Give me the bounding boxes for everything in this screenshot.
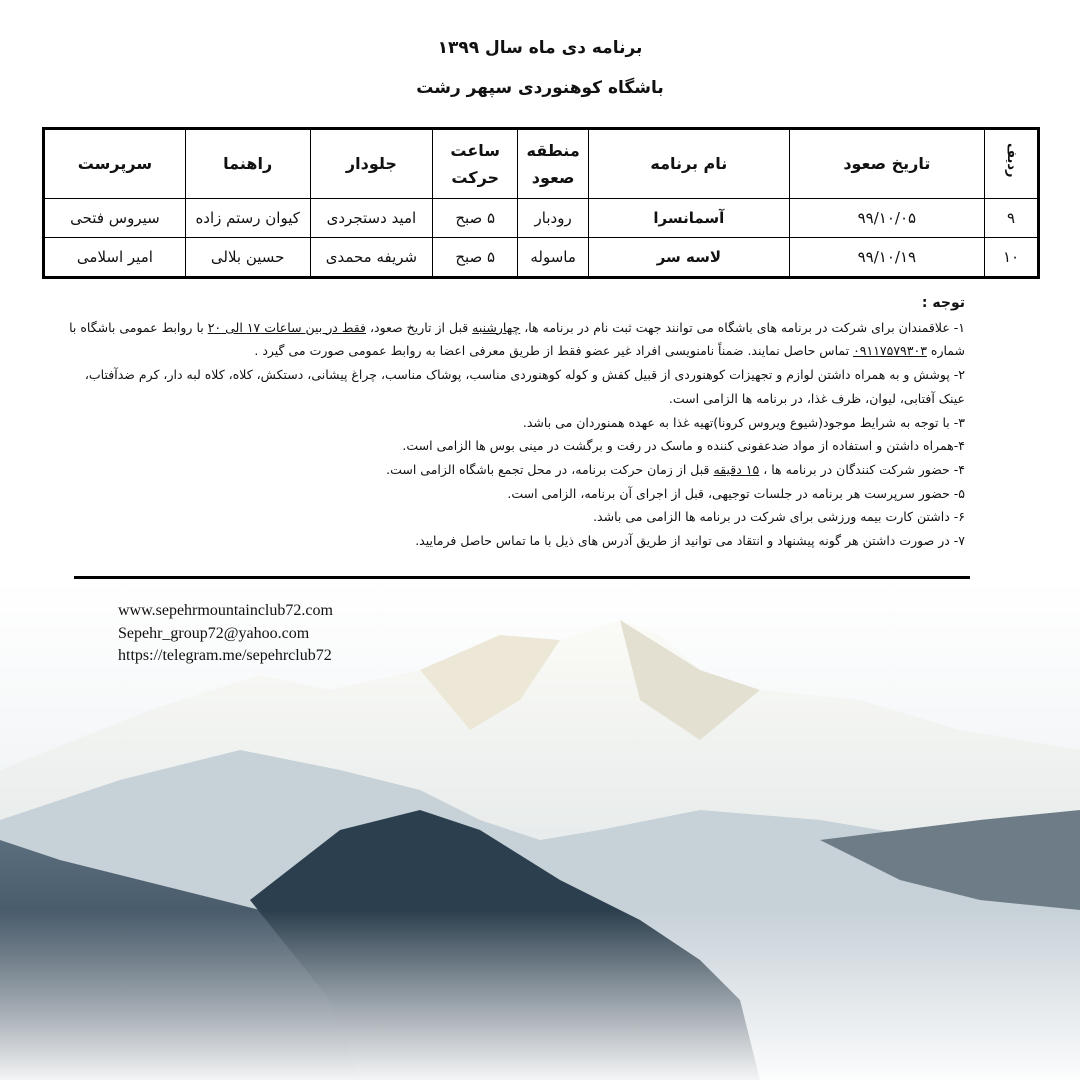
header-area: منطقه صعود bbox=[518, 129, 589, 199]
club-name: باشگاه کوهنوردی سپهر رشت bbox=[416, 78, 664, 98]
page-title: برنامه دی ماه سال ۱۳۹۹ bbox=[437, 38, 643, 58]
note-4: ۴-همراه داشتن و استفاده از مواد ضدعفونی کننده و ماسک در رفت و برگشت در مینی بوس ها الزامی است. bbox=[402, 438, 965, 454]
cell-supervisor: امیر اسلامی bbox=[44, 238, 186, 278]
header-guide: راهنما bbox=[185, 129, 310, 199]
header-time: ساعت حرکت bbox=[433, 129, 518, 199]
header-program: نام برنامه bbox=[589, 129, 790, 199]
note-2: ۲- پوشش و به همراه داشتن لوازم و تجهیزات کوهنوردی از قبیل کفش و کوله کوهنوردی مناسب، پوشاک مناسب، چراغ پیشانی، دستکش، کلاه، کلاه لبه دار، کرم ضدآفتاب، عینک آفتابی، لیوان، ظرف غذا، در برنامه ها الزامی است. bbox=[84, 367, 965, 406]
cell-date: ۹۹/۱۰/۰۵ bbox=[789, 199, 985, 238]
telegram-link[interactable]: https://telegram.me/sepehrclub72 bbox=[118, 647, 332, 664]
cell-area: ماسوله bbox=[518, 238, 589, 278]
note-7: ۶- داشتن کارت بیمه ورزشی برای شرکت در برنامه ها الزامی می باشد. bbox=[593, 509, 965, 525]
header-row-number: ردیف bbox=[985, 129, 1039, 199]
note-8: ۷- در صورت داشتن هر گونه پیشنهاد و انتقاد می توانید از طریق آدرس های ذیل با ما تماس حاصل فرمایید. bbox=[415, 533, 965, 549]
header-supervisor: سرپرست bbox=[44, 129, 186, 199]
cell-leader: شریفه محمدی bbox=[310, 238, 433, 278]
header-date: تاریخ صعود bbox=[789, 129, 985, 199]
contacts bbox=[118, 600, 333, 668]
cell-supervisor: سیروس فتحی bbox=[44, 199, 186, 238]
email-link[interactable]: Sepehr_group72@yahoo.com bbox=[118, 624, 310, 642]
cell-program: لاسه سر bbox=[589, 238, 790, 278]
table-header-row bbox=[44, 129, 1039, 199]
divider bbox=[74, 576, 970, 579]
table-row bbox=[44, 199, 1039, 238]
note-1: ۱- علاقمندان برای شرکت در برنامه های باشگاه می توانند جهت ثبت نام در برنامه ها، چهارشنبه قبل از تاریخ صعود، فقط در بین ساعات ۱۷ الی ۲۰ با روابط عمومی باشگاه با شماره ۰۹۱۱۷۵۷۹۳۰۳ تماس حاصل نمایند. ضمناً نامنویسی افراد غیر عضو فقط از طریق معرفی اعضا به روابط عمومی صورت می گیرد . bbox=[69, 319, 965, 359]
cell-program: آسمانسرا bbox=[589, 199, 790, 238]
schedule-table bbox=[42, 127, 1040, 279]
note-6: ۵- حضور سرپرست هر برنامه در جلسات توجیهی، قبل از اجرای آن برنامه، الزامی است. bbox=[507, 485, 965, 501]
cell-guide: حسین بلالی bbox=[185, 238, 310, 278]
cell-date: ۹۹/۱۰/۱۹ bbox=[789, 238, 985, 278]
cell-row-number: ۱۰ bbox=[985, 238, 1039, 278]
website-link[interactable]: www.sepehrmountainclub72.com bbox=[118, 602, 333, 619]
cell-time: ۵ صبح bbox=[433, 199, 518, 238]
table-row bbox=[44, 238, 1039, 278]
notes-section bbox=[60, 292, 965, 553]
cell-row-number: ۹ bbox=[985, 199, 1039, 238]
cell-time: ۵ صبح bbox=[433, 238, 518, 278]
cell-guide: کیوان رستم زاده bbox=[185, 199, 310, 238]
header-leader: جلودار bbox=[310, 129, 433, 199]
cell-leader: امید دستجردی bbox=[310, 199, 433, 238]
cell-area: رودبار bbox=[518, 199, 589, 238]
note-3: ۳- با توجه به شرایط موجود(شیوع ویروس کرونا)تهیه غذا به عهده همنوردان می باشد. bbox=[522, 414, 965, 430]
notes-heading: توجه : bbox=[921, 295, 965, 311]
note-5: ۴- حضور شرکت کنندگان در برنامه ها ، ۱۵ دقیقه قبل از زمان حرکت برنامه، در محل تجمع باشگاه الزامی است. bbox=[386, 461, 965, 477]
